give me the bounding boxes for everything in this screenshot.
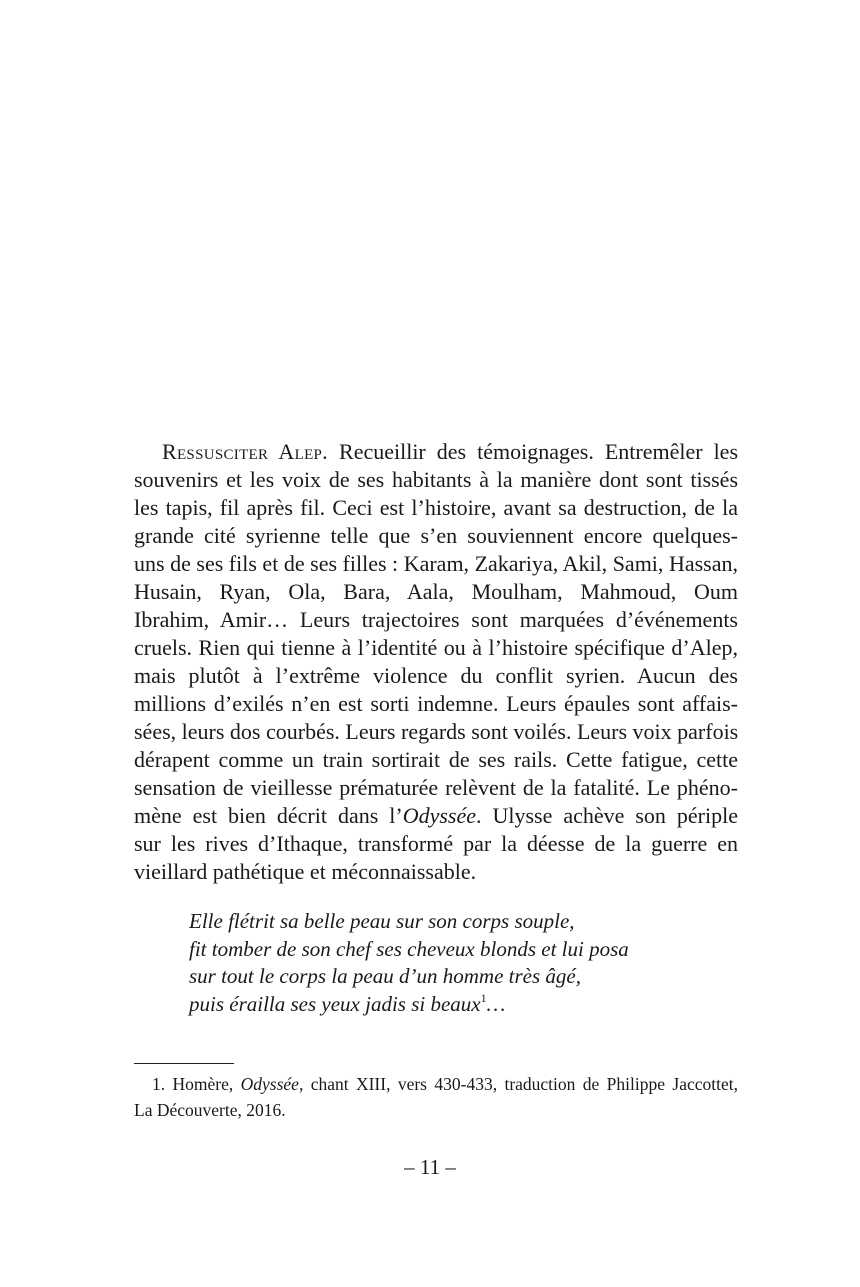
paragraph-line: sées, leurs dos courbés. Leurs regards sont voilés. Leurs voix parfois <box>134 719 739 744</box>
verse-quote <box>189 908 709 1018</box>
paragraph-line: millions d’exilés n’en est sorti indemne. Leurs épaules sont affais- <box>134 691 738 716</box>
footnote-line: La Découverte, 2016. <box>134 1100 286 1120</box>
italic-title: Odyssée <box>402 803 476 828</box>
paragraph-line: souvenirs et les voix de ses habitants à la manière dont sont tissés <box>134 467 738 492</box>
paragraph-line: Ressusciter Alep. Recueillir des témoignages. Entremêler les <box>162 439 739 464</box>
paragraph-line: Ibrahim, Amir… Leurs trajectoires sont marquées d’événements <box>134 607 738 632</box>
paragraph-line: les tapis, fil après fil. Ceci est l’histoire, avant sa destruction, de la <box>134 495 738 520</box>
paragraph-line: sensation de vieillesse prématurée relèvent de la fatalité. Le phéno- <box>134 775 738 800</box>
lead-smallcaps: Ressusciter Alep. <box>162 439 328 464</box>
footnote <box>134 1071 738 1123</box>
paragraph-line: uns de ses fils et de ses filles : Karam, Zakariya, Akil, Sami, Hassan, <box>134 551 738 576</box>
verse-line: Elle flétrit sa belle peau sur son corps souple, <box>189 909 575 933</box>
paragraph-line: mais plutôt à l’extrême violence du conflit syrien. Aucun des <box>134 663 738 688</box>
page-number: – 11 – <box>404 1155 456 1179</box>
paragraph-line: mène est bien décrit dans l’Odyssée. Ulysse achève son périple <box>134 803 738 828</box>
footnote-number: 1. <box>152 1074 166 1094</box>
verse-line: puis érailla ses yeux jadis si beaux$^1$… <box>189 990 506 1016</box>
footnote-work-title: Odyssée <box>240 1074 299 1094</box>
verse-line: sur tout le corps la peau d’un homme très âgé, <box>189 964 581 988</box>
paragraph-line: cruels. Rien qui tienne à l’identité ou à l’histoire spécifique d’Alep, <box>134 635 738 660</box>
paragraph-line: vieillard pathétique et méconnaissable. <box>134 859 477 884</box>
body-paragraph <box>134 438 738 886</box>
verse-line: fit tomber de son chef ses cheveux blonds et lui posa <box>189 936 629 961</box>
paragraph-line: dérapent comme un train sortirait de ses rails. Cette fatigue, cette <box>134 747 738 772</box>
footnote-line: 1. Homère, Odyssée, chant XIII, vers 430-433, traduction de Philippe Jaccottet, <box>152 1074 738 1094</box>
paragraph-line: grande cité syrienne telle que s’en souviennent encore quelques- <box>134 523 738 548</box>
footnote-divider <box>134 1063 234 1064</box>
paragraph-line: sur les rives d’Ithaque, transformé par la déesse de la guerre en <box>134 831 738 856</box>
paragraph-line: Husain, Ryan, Ola, Bara, Aala, Moulham, Mahmoud, Oum <box>134 579 738 604</box>
footnote-reference: 1 <box>480 990 487 1005</box>
